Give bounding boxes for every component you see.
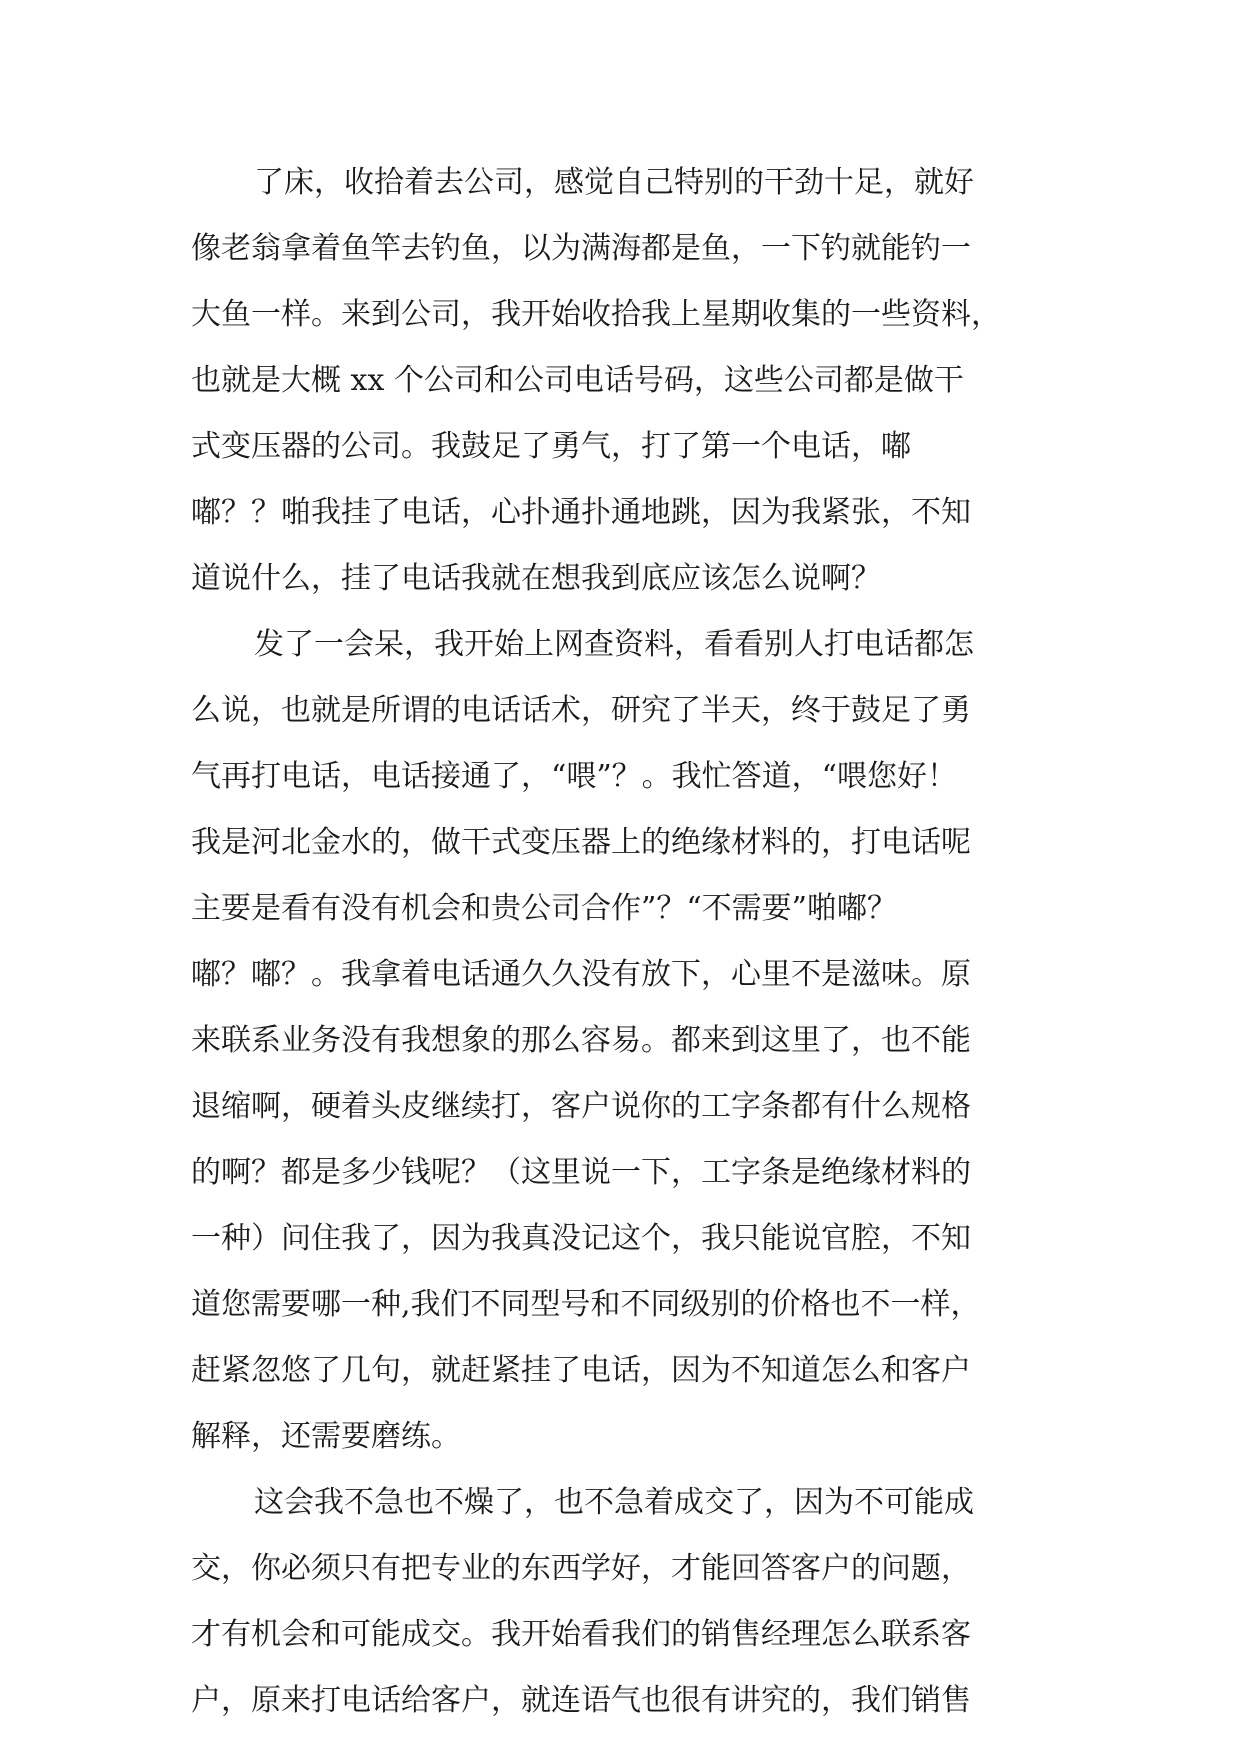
- text-line: 式变压器的公司。我鼓足了勇气，打了第一个电话，嘟: [191, 429, 911, 464]
- text-line: 发了一会呆，我开始上网查资料，看看别人打电话都怎: [254, 627, 974, 662]
- text-line: 交，你必须只有把专业的东西学好，才能回答客户的问题，: [191, 1551, 971, 1586]
- text-line: 也就是大概 xx 个公司和公司电话号码，这些公司都是做干: [191, 363, 964, 398]
- text-line: 的啊？都是多少钱呢？（这里说一下，工字条是绝缘材料的: [191, 1155, 971, 1190]
- text-line: 才有机会和可能成交。我开始看我们的销售经理怎么联系客: [191, 1617, 971, 1652]
- text-line: 我是河北金水的，做干式变压器上的绝缘材料的，打电话呢: [191, 825, 971, 860]
- body-text: [191, 161, 1051, 1745]
- text-line: 这会我不急也不燥了，也不急着成交了，因为不可能成: [254, 1485, 974, 1520]
- text-line: 大鱼一样。来到公司，我开始收拾我上星期收集的一些资料，: [191, 297, 1001, 332]
- text-line: 一种）问住我了，因为我真没记这个，我只能说官腔，不知: [191, 1221, 971, 1256]
- text-line: 退缩啊，硬着头皮继续打，客户说你的工字条都有什么规格: [191, 1089, 971, 1124]
- text-line: 户，原来打电话给客户，就连语气也很有讲究的，我们销售: [191, 1683, 971, 1718]
- text-line: 赶紧忽悠了几句，就赶紧挂了电话，因为不知道怎么和客户: [191, 1353, 971, 1388]
- text-line: 嘟？？啪我挂了电话，心扑通扑通地跳，因为我紧张，不知: [191, 495, 971, 530]
- text-line: 么说，也就是所谓的电话话术，研究了半天，终于鼓足了勇: [191, 693, 971, 728]
- text-line: 解释，还需要磨练。: [191, 1419, 461, 1454]
- text-line: 气再打电话，电话接通了，“喂”？。我忙答道，“喂您好！: [191, 759, 958, 794]
- text-line: 了床，收拾着去公司，感觉自己特别的干劲十足，就好: [254, 165, 974, 200]
- text-line: 像老翁拿着鱼竿去钓鱼，以为满海都是鱼，一下钓就能钓一: [191, 231, 971, 266]
- text-line: 来联系业务没有我想象的那么容易。都来到这里了，也不能: [191, 1023, 971, 1058]
- text-line: 道您需要哪一种,我们不同型号和不同级别的价格也不一样，: [191, 1287, 981, 1322]
- text-line: 嘟？嘟？。我拿着电话通久久没有放下，心里不是滋味。原: [191, 957, 971, 992]
- text-line: 道说什么，挂了电话我就在想我到底应该怎么说啊？: [191, 561, 881, 596]
- text-line: 主要是看有没有机会和贵公司合作”？“不需要”啪嘟？: [191, 891, 898, 926]
